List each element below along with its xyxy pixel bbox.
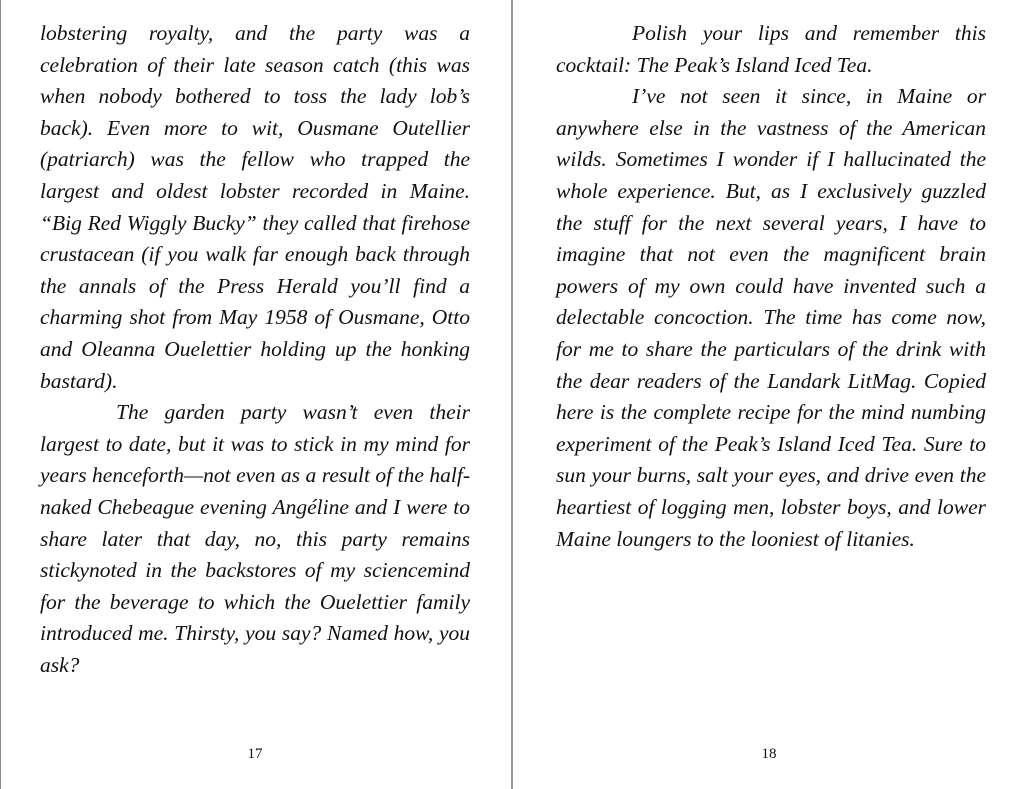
left-page-text xyxy=(40,18,470,681)
right-page xyxy=(513,0,1024,789)
left-page-number: 17 xyxy=(247,746,263,762)
right-page-text xyxy=(556,18,986,555)
right-paragraph-2: I’ve not seen it since, in Maine or anywhere else in the vastness of the American wilds. Sometimes I wonder if I hallucinated the whole experience. But, as I exclusively guzzled the stuff for the next several years, I have to imagine that not even the magnificent brain powers of my own could have invented such a delectable concoction. The time has come now, for me to share the particulars of the drink with the dear readers of the Landark LitMag. Copied here is the complete recipe for the mind numbing experiment of the Peak’s Island Iced Tea. Sure to sun your burns, salt your eyes, and drive even the heartiest of logging men, lobster boys, and lower Maine loungers to the looniest of litanies. xyxy=(556,84,986,551)
right-paragraph-1: Polish your lips and remember this cocktail: The Peak’s Island Iced Tea. xyxy=(556,21,986,77)
left-paragraph-2: The garden party wasn’t even their largest to date, but it was to stick in my mind for years henceforth—not even as a result of the half-naked Chebeague evening Angéline and I were to share later that day, no, this party remains stickynoted in the backstores of my sciencemind for the beverage to which the Ouelettier family introduced me. Thirsty, you say? Named how, you ask? xyxy=(40,400,470,677)
right-page-number: 18 xyxy=(761,746,777,762)
left-page xyxy=(0,0,511,789)
left-paragraph-1: lobstering royalty, and the party was a celebration of their late season catch (this was when nobody bothered to toss the lady lob’s back). Even more to wit, Ousmane Outellier (patriarch) was the fellow who trapped the largest and oldest lobster recorded in Maine. “Big Red Wiggly Bucky” they called that firehose crustacean (if you walk far enough back through the annals of the Press Herald you’ll find a charming shot from May 1958 of Ousmane, Otto and Oleanna Ouelettier holding up the honking bastard). xyxy=(40,21,470,393)
